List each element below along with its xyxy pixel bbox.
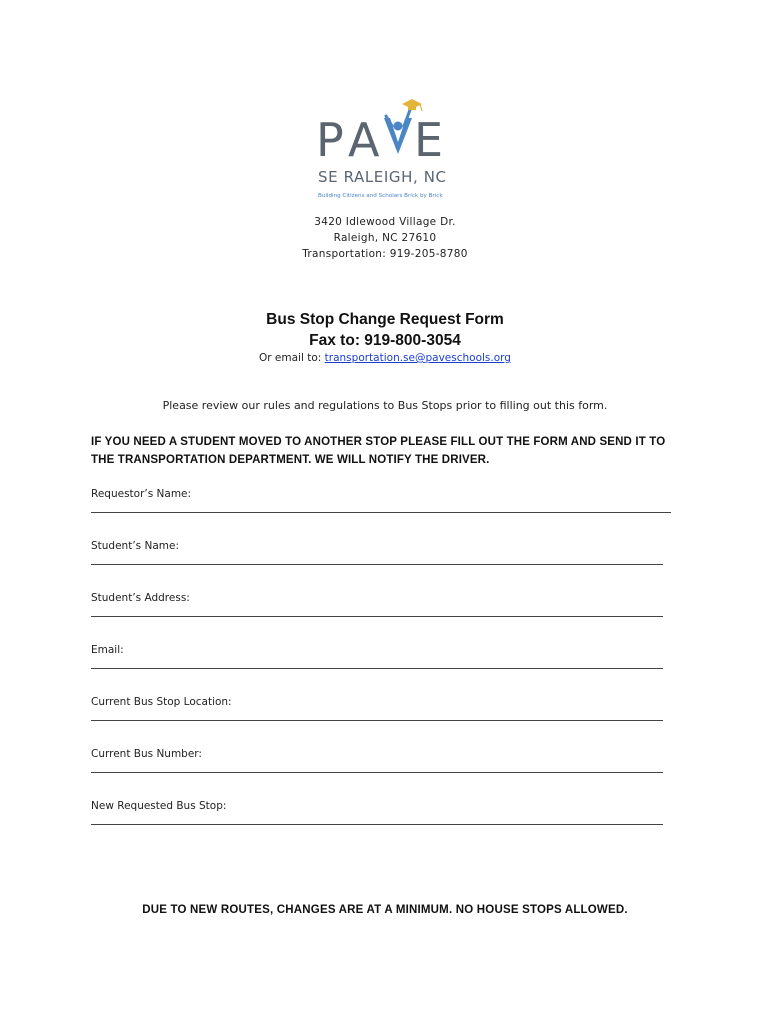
field-label: Email: — [91, 644, 124, 656]
field-label: New Requested Bus Stop: — [91, 800, 227, 812]
notice-text — [91, 433, 691, 469]
field-label: Student’s Address: — [91, 592, 190, 604]
logo-person-v-icon — [384, 110, 412, 154]
fax-number: Fax to: 919-800-3054 — [309, 332, 461, 349]
notice-line-1: IF YOU NEED A STUDENT MOVED TO ANOTHER STOP PLEASE FILL OUT THE FORM AND SEND IT TO — [91, 436, 666, 448]
field-label: Requestor’s Name: — [91, 488, 192, 500]
email-input[interactable] — [91, 668, 663, 669]
current-bus-stop-input[interactable] — [91, 720, 663, 721]
pave-logo — [310, 96, 460, 204]
logo-letter-a: A — [348, 113, 380, 167]
address-city: Raleigh, NC 27610 — [333, 232, 437, 244]
email-link[interactable]: transportation.se@paveschools.org — [324, 352, 511, 364]
address-street: 3420 Idlewood Village Dr. — [314, 216, 456, 228]
current-bus-number-input[interactable] — [91, 772, 663, 773]
email-line — [0, 352, 770, 364]
footer-notice: DUE TO NEW ROUTES, CHANGES ARE AT A MINIMUM. NO HOUSE STOPS ALLOWED. — [142, 904, 628, 916]
field-label: Current Bus Number: — [91, 748, 202, 760]
field-new-bus-stop — [91, 800, 671, 836]
requestor-name-input[interactable] — [91, 512, 671, 513]
field-email — [91, 644, 671, 680]
form-title: Bus Stop Change Request Form — [266, 311, 504, 328]
notice-line-2: THE TRANSPORTATION DEPARTMENT. WE WILL NOTIFY THE DRIVER. — [91, 454, 490, 466]
logo-letter-p: P — [316, 113, 344, 167]
field-requestor-name — [91, 488, 671, 524]
logo-tagline: Building Citizens and Scholars Brick by Brick — [318, 193, 443, 199]
student-address-input[interactable] — [91, 616, 663, 617]
field-student-address — [91, 592, 671, 628]
field-current-bus-number — [91, 748, 671, 784]
intro-text: Please review our rules and regulations to Bus Stops prior to filling out this form. — [162, 399, 608, 412]
graduation-cap-icon — [402, 99, 422, 111]
new-bus-stop-input[interactable] — [91, 824, 663, 825]
field-student-name — [91, 540, 671, 576]
field-current-bus-stop — [91, 696, 671, 732]
field-label: Student’s Name: — [91, 540, 179, 552]
logo-campus: SE RALEIGH, NC — [318, 168, 447, 186]
logo-letter-e: E — [414, 113, 444, 167]
email-prefix: Or email to: — [259, 352, 325, 364]
student-name-input[interactable] — [91, 564, 663, 565]
field-label: Current Bus Stop Location: — [91, 696, 232, 708]
transportation-phone: Transportation: 919-205-8780 — [302, 248, 468, 260]
